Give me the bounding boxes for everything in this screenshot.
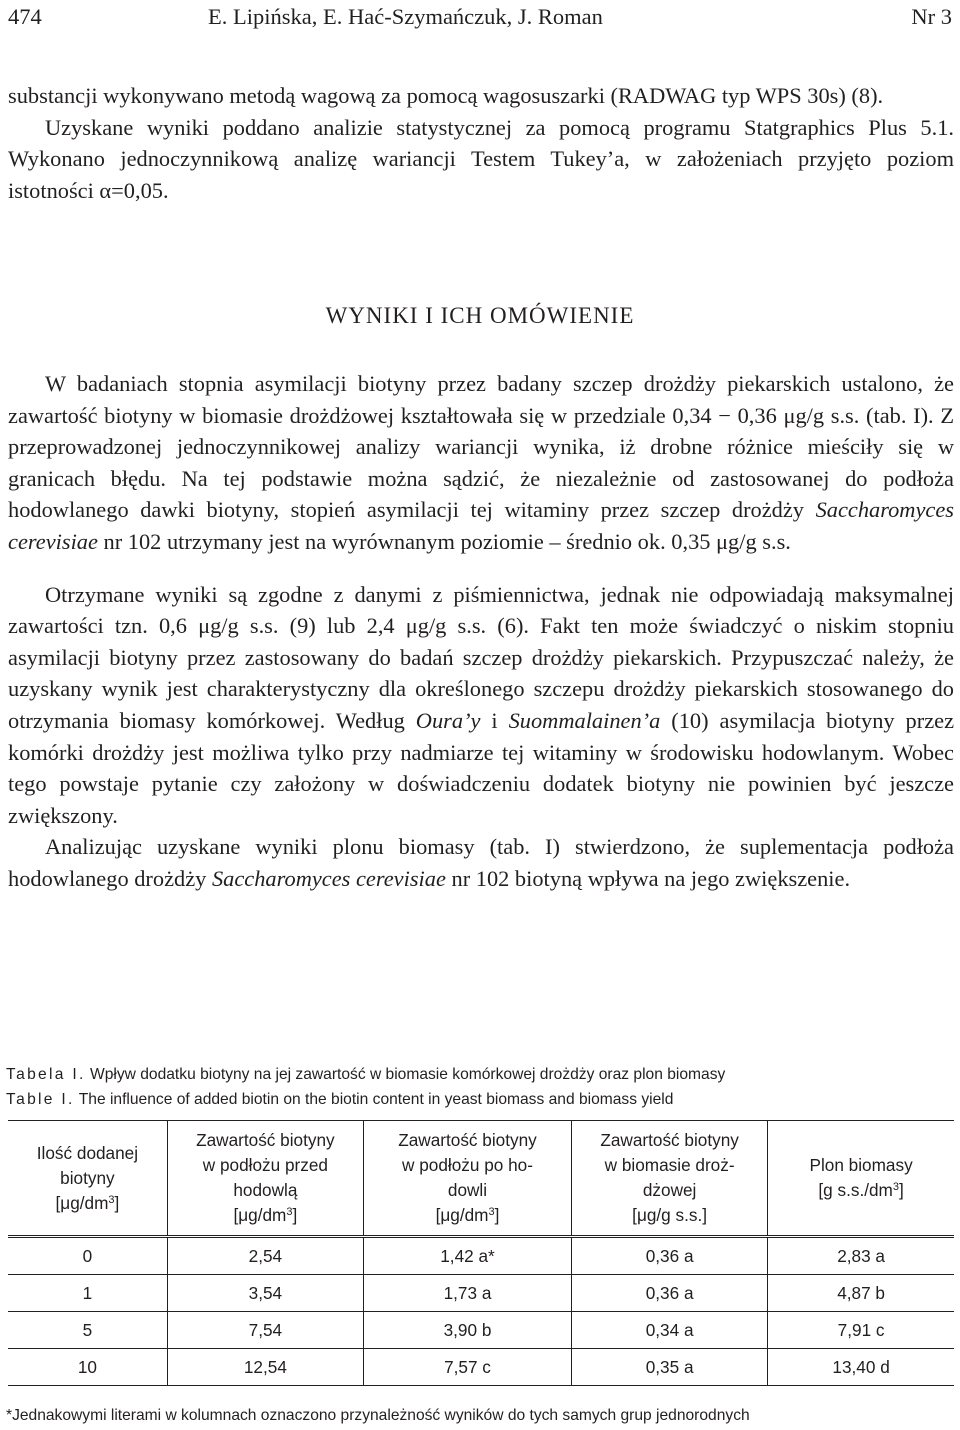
table-cell: 12,54 bbox=[167, 1349, 363, 1386]
table-row bbox=[8, 1237, 954, 1275]
results-section bbox=[8, 368, 954, 895]
table-cell: 7,91 c bbox=[768, 1312, 954, 1349]
table-cell: 1,42 a* bbox=[363, 1237, 571, 1275]
species-name: Saccharomyces cerevisiae bbox=[8, 497, 954, 554]
table-cell: 0,36 a bbox=[572, 1237, 768, 1275]
table-row bbox=[8, 1349, 954, 1386]
table-cell: 0,34 a bbox=[572, 1312, 768, 1349]
table-cell: 0,36 a bbox=[572, 1275, 768, 1312]
intro-paragraph: Uzyskane wyniki poddano analizie statystycznej za pomocą programu Statgraphics Plus 5.1. Wykonano jednoczynnikową analizę wariancji Testem Tukey’a, w założeniach przyjęto poziom istotności α=0,05. bbox=[8, 114, 954, 203]
table-row bbox=[8, 1275, 954, 1312]
table-cell: 5 bbox=[8, 1312, 167, 1349]
author-name: Oura’y bbox=[415, 707, 481, 733]
author-name: Suommalainen’a bbox=[508, 707, 661, 733]
table-cell: 4,87 b bbox=[768, 1275, 954, 1312]
results-paragraph: Otrzymane wyniki są zgodne z danymi z piśmiennictwa, jednak nie odpowiadają maksymalnej zawartości tzn. 0,6 μg/g s.s. (9) lub 2,4 μg/g s.s. (6). Fakt ten może świadczyć o niskim stopniu asymilacji biotyny przez zastosowany do badań szczep drożdży piekarskich. Przypuszczać należy, że uzyskany wynik jest charakterystyczny dla określonego szczepu drożdży piekarskich stosowanego do otrzymania biomasy komórkowej. Według Oura’y i Suommalainen’a (10) asymilacja biotyny przez komórki drożdży jest możliwa tylko przy nadmiarze tej witaminy w środowisku hodowlanym. Wobec tego powstaje pytanie czy założony w doświadczeniu dodatek biotyny nie powinien być jeszcze zwiększony. bbox=[8, 581, 955, 828]
results-table bbox=[8, 1120, 954, 1386]
results-paragraph: W badaniach stopnia asymilacji biotyny przez badany szczep drożdży piekarskich ustalono, że zawartość biotyny w biomasie drożdżowej kształtowała się w przedziale 0,34 − 0,36 μg/g s.s. (tab. I). Z przeprowadzonej jednoczynnikowej analizy wariancji wynika, iż drobne różnice mieściły się w granicach błędu. Na tej podstawie można sądzić, że niezależnie od zastosowanej do podłoża hodowlanego dawki biotyny, stopień asymilacji tej witaminy przez szczep drożdży Saccharomyces cerevisiae nr 102 utrzymany jest na wyrównanym poziomie – średnio ok. 0,35 μg/g s.s. bbox=[8, 371, 954, 554]
issue-number: Nr 3 bbox=[911, 4, 952, 29]
table-caption-pl: Tabela I. Wpływ dodatku biotyny na jej zawartość w biomasie komórkowej drożdży oraz plon biomasy bbox=[6, 1066, 726, 1083]
column-header-biomass-yield: Plon biomasy [g $s.s./dm^3$] bbox=[768, 1121, 954, 1237]
table-cell: 0 bbox=[8, 1237, 167, 1275]
table-footnote: *Jednakowymi literami w kolumnach oznaczono przynależność wyników do tych samych grup jednorodnych bbox=[6, 1407, 750, 1424]
table-caption-en: Table I. The influence of added biotin on the biotin content in yeast biomass and biomass yield bbox=[6, 1091, 674, 1108]
table-cell: 1,73 a bbox=[363, 1275, 571, 1312]
table-cell: 2,54 bbox=[167, 1237, 363, 1275]
results-paragraph: Analizując uzyskane wyniki plonu biomasy (tab. I) stwierdzono, że suplementacja podłoża hodowlanego drożdży Saccharomyces cerevisiae nr 102 biotyną wpływa na jego zwiększenie. bbox=[8, 834, 954, 891]
table-cell: 10 bbox=[8, 1349, 167, 1386]
table-cell: 7,57 c bbox=[363, 1349, 571, 1386]
column-header-biotin-after: Zawartość biotyny w podłożu po ho- dowli $[\mu g/dm^3]$ bbox=[363, 1121, 571, 1237]
table-cell: 3,54 bbox=[167, 1275, 363, 1312]
column-header-biotin-biomass: Zawartość biotyny w biomasie droż- dżowej [μg/g s.s.] bbox=[572, 1121, 768, 1237]
running-head-authors: E. Lipińska, E. Hać-Szymańczuk, J. Roman bbox=[208, 4, 603, 29]
table-cell: 13,40 d bbox=[768, 1349, 954, 1386]
intro-paragraph: substancji wykonywano metodą wagową za pomocą wagosuszarki (RADWAG typ WPS 30s) (8). bbox=[8, 83, 884, 108]
page-number: 474 bbox=[8, 4, 42, 29]
table-cell: 0,35 a bbox=[572, 1349, 768, 1386]
table-header-row bbox=[8, 1121, 954, 1237]
table-cell: 3,90 b bbox=[363, 1312, 571, 1349]
methods-continuation bbox=[8, 80, 954, 206]
table-cell: 2,83 a bbox=[768, 1237, 954, 1275]
table-cell: 7,54 bbox=[167, 1312, 363, 1349]
column-header-added-biotin: Ilość dodanej biotyny $[\mu g/dm^3]$ bbox=[8, 1121, 167, 1237]
section-heading: WYNIKI I ICH OMÓWIENIE bbox=[325, 303, 635, 328]
table-cell: 1 bbox=[8, 1275, 167, 1312]
species-name: Saccharomyces cerevisiae bbox=[211, 865, 446, 891]
column-header-biotin-before: Zawartość biotyny w podłożu przed hodowlą $[\mu g/dm^3]$ bbox=[167, 1121, 363, 1237]
running-head bbox=[8, 2, 952, 32]
table-row bbox=[8, 1312, 954, 1349]
